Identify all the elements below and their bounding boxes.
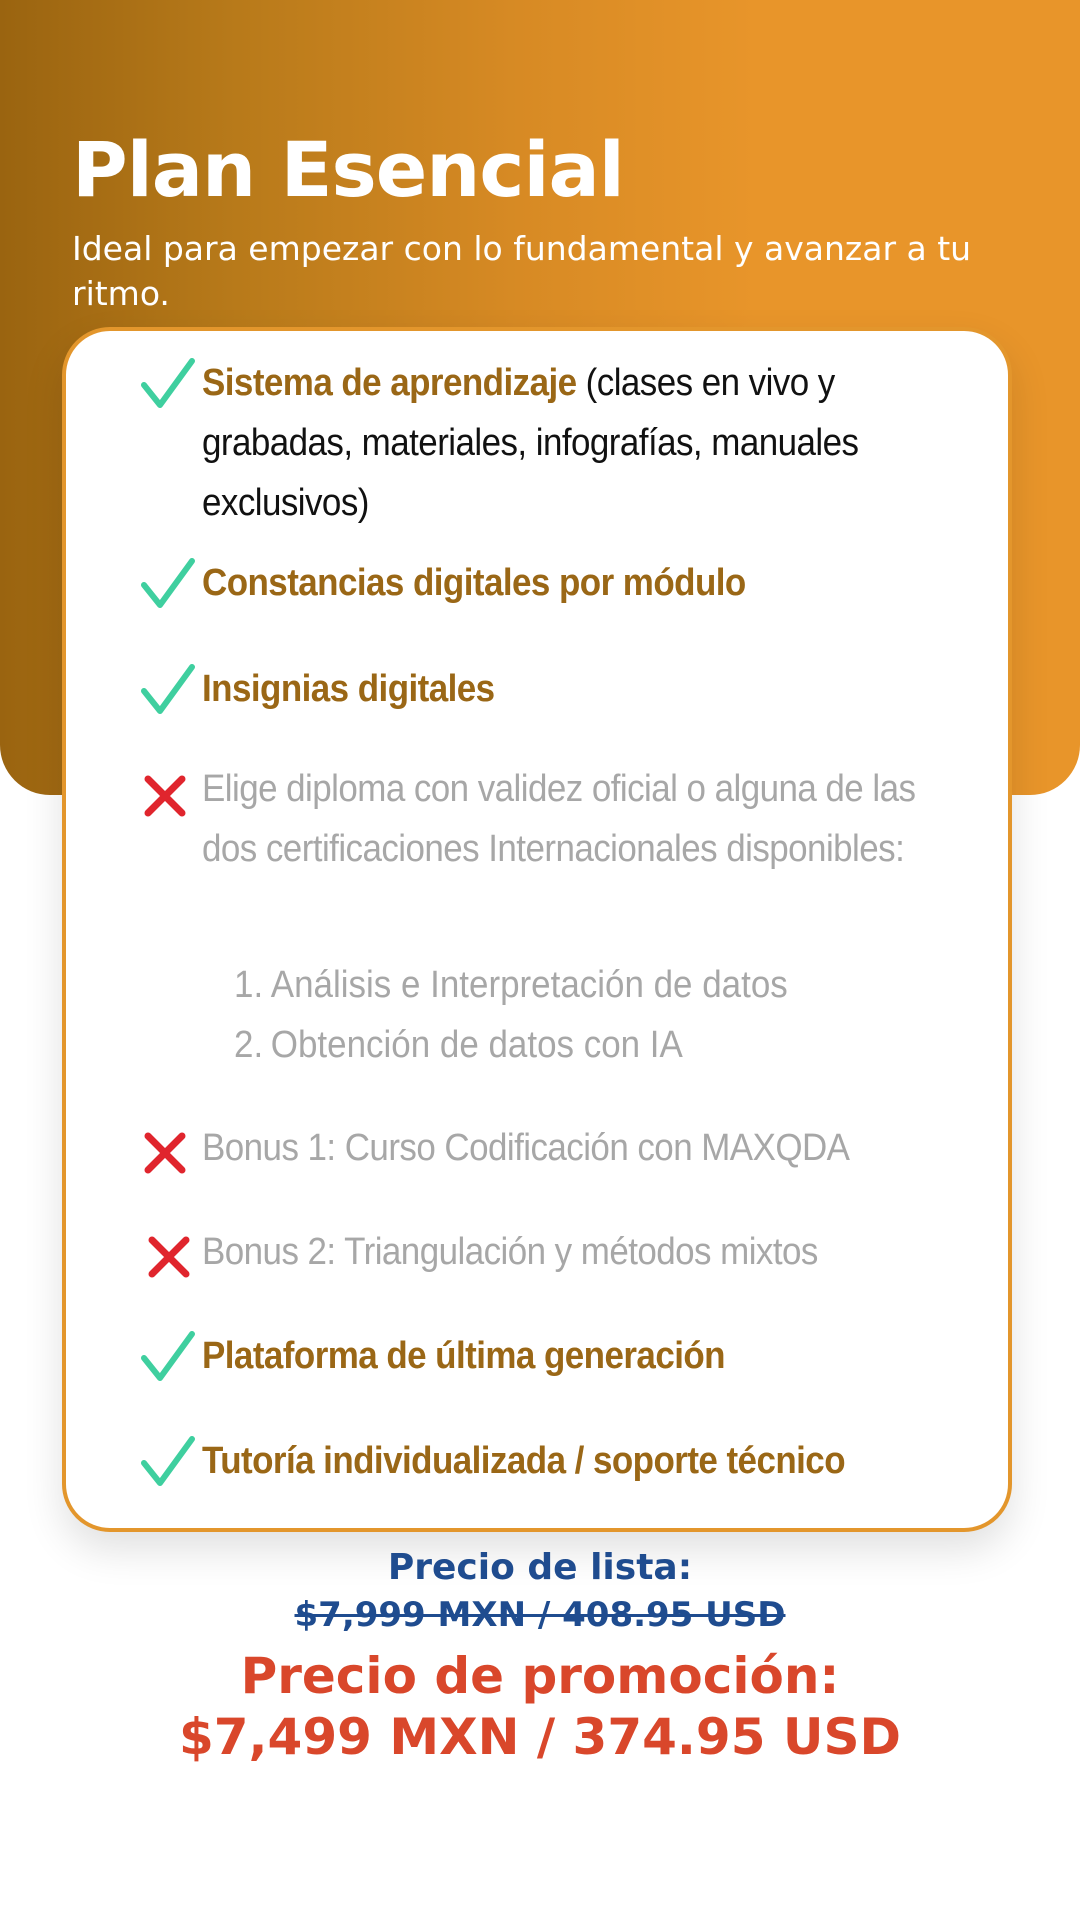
list-price-label: Precio de lista: — [387, 1547, 693, 1588]
plan-title: Plan Esencial — [72, 125, 624, 214]
check-icon — [136, 555, 196, 615]
feature-highlight: Sistema de aprendizaje — [202, 362, 577, 404]
check-icon — [136, 1433, 196, 1493]
feature-text: Bonus 1: Curso Codificación con MAXQDA — [202, 1127, 850, 1169]
features-card — [62, 327, 1012, 1532]
feature-text: Insignias digitales — [202, 668, 495, 710]
feature-text: Elige diploma con validez oficial o alguna de las dos certificaciones Internacionales disponibles: — [202, 768, 916, 870]
plan-subtitle: Ideal para empezar con lo fundamental y avanzar a tu ritmo. — [72, 229, 972, 313]
cross-icon — [136, 1124, 196, 1184]
list-item: 1. Análisis e Interpretación de datos — [234, 964, 788, 1006]
promo-price-label: Precio de promoción: — [240, 1647, 840, 1705]
list-item: 2. Obtención de datos con IA — [234, 1024, 683, 1066]
check-icon — [136, 1328, 196, 1388]
feature-detail: (clases en vivo y grabadas, materiales, infografías, manuales exclusivos) — [202, 362, 859, 524]
feature-text — [202, 353, 956, 533]
feature-text: Constancias digitales por módulo — [202, 562, 746, 604]
check-icon — [136, 661, 196, 721]
cross-icon — [140, 1228, 200, 1288]
certification-options-list — [234, 955, 788, 1075]
feature-text: Plataforma de última generación — [202, 1335, 725, 1377]
feature-text: Bonus 2: Triangulación y métodos mixtos — [202, 1231, 818, 1273]
feature-text: Tutoría individualizada / soporte técnico — [202, 1440, 845, 1482]
list-price-value: $7,999 MXN / 408.95 USD — [294, 1595, 786, 1635]
cross-icon — [136, 767, 196, 827]
check-icon — [136, 355, 196, 415]
promo-price-value: $7,499 MXN / 374.95 USD — [178, 1708, 902, 1766]
